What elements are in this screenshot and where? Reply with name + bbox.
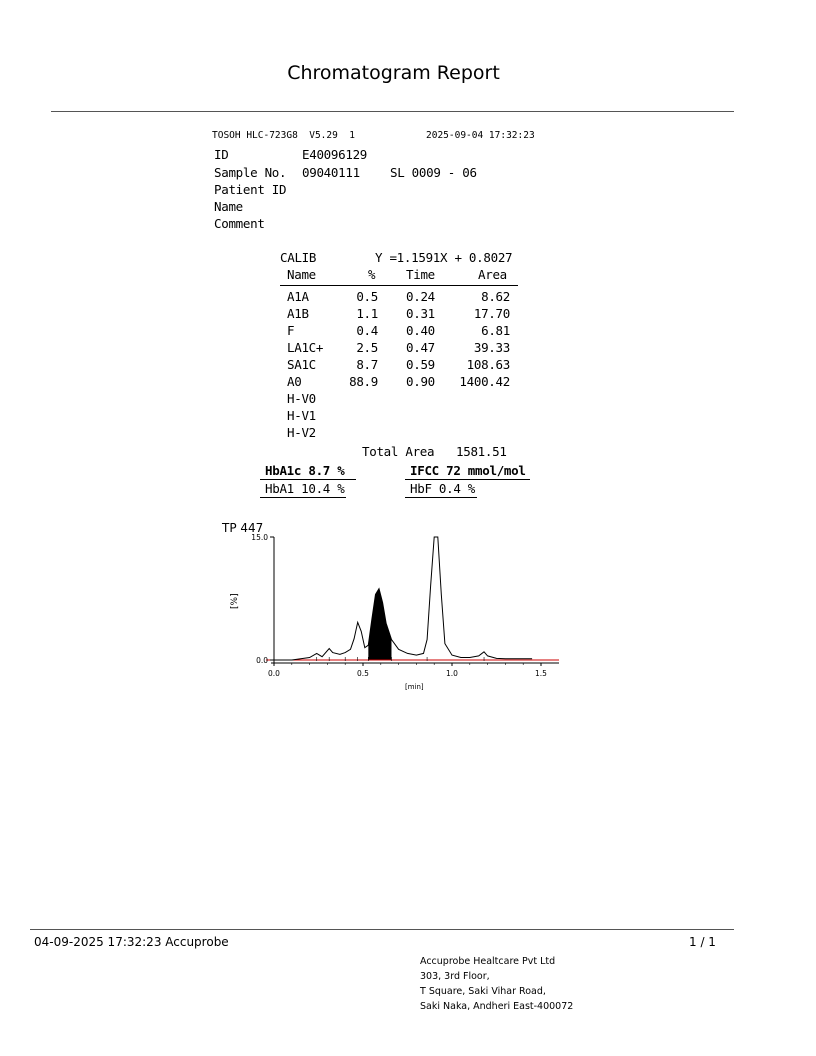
peak-time: 0.90 [406,374,435,389]
peak-table-row [280,289,520,306]
peak-table-row [280,425,520,442]
address-line: 303, 3rd Floor, [420,971,490,982]
peak-area: 8.62 [481,289,510,304]
x-tick-label: 0.0 [268,669,280,678]
x-tick-label: 0.5 [357,669,369,678]
instrument-label: TOSOH HLC-723G8 V5.29 1 [212,130,355,141]
peak-name: LA1C+ [287,340,324,355]
header-time: Time [406,267,435,282]
sa1c-peak-fill [368,589,391,660]
patient-id-label: Patient ID [214,182,287,197]
peak-table-row [280,340,520,357]
peak-table-header [280,267,518,286]
page-number: 1 / 1 [689,935,716,949]
header-area: Area [478,267,507,282]
peak-name: H-V0 [287,391,316,406]
lab-address [420,954,573,1014]
peak-table-row [280,323,520,340]
peak-percent: 0.4 [356,323,378,338]
peak-name: H-V2 [287,425,316,440]
peak-table-row [280,357,520,374]
name-label: Name [214,199,243,214]
page-title: Chromatogram Report [287,62,500,84]
peak-time: 0.31 [406,306,435,321]
sample-no-value: 09040111 [302,165,360,180]
calib-equation: Y =1.1591X + 0.8027 [375,250,513,265]
peak-name: A1B [287,306,309,321]
y-axis-label: [%] [230,593,240,609]
peak-area: 1400.42 [459,374,510,389]
address-line: T Square, Saki Vihar Road, [420,986,546,997]
peak-area: 39.33 [473,340,510,355]
x-tick-label: 1.0 [446,669,458,678]
peak-table [280,267,520,442]
footer-timestamp: 04-09-2025 17:32:23 Accuprobe [34,935,229,949]
report-datetime: 2025-09-04 17:32:23 [426,130,535,141]
address-line: Accuprobe Healtcare Pvt Ltd [420,956,556,967]
sl-value: SL 0009 - 06 [390,165,477,180]
footer-divider [30,929,734,930]
hba1-result: HbA1 10.4 % [260,481,346,498]
sample-no-label: Sample No. [214,165,287,180]
peak-name: F [287,323,295,338]
peak-table-row [280,306,520,323]
total-area-label: Total Area [362,444,435,459]
y-tick-label: 15.0 [251,533,268,542]
peak-time: 0.47 [406,340,435,355]
calib-label: CALIB [280,250,317,265]
id-label: ID [214,147,229,162]
chromatogram-chart [215,515,575,695]
total-area-value: 1581.51 [456,444,507,459]
hbf-result: HbF 0.4 % [405,481,477,498]
peak-name: A0 [287,374,302,389]
peak-time: 0.40 [406,323,435,338]
peak-percent: 8.7 [356,357,378,372]
peak-area: 6.81 [481,323,510,338]
ifcc-result: IFCC 72 mmol/mol [405,463,530,480]
peak-percent: 0.5 [356,289,378,304]
id-value: E40096129 [302,147,368,162]
peak-area: 108.63 [466,357,510,372]
peak-time: 0.59 [406,357,435,372]
peak-percent: 2.5 [356,340,378,355]
peak-percent: 1.1 [356,306,378,321]
peak-name: SA1C [287,357,316,372]
tp-label: TP 447 [222,521,264,535]
comment-label: Comment [214,216,265,231]
peak-table-row [280,408,520,425]
peak-table-row [280,374,520,391]
peak-time: 0.24 [406,289,435,304]
peak-table-body [280,289,520,442]
header-name: Name [287,267,316,282]
address-line: Saki Naka, Andheri East-400072 [420,1001,574,1012]
peak-table-row [280,391,520,408]
header-divider [51,111,734,112]
chromatogram-trace [274,537,532,660]
header-percent: % [368,267,376,282]
peak-name: A1A [287,289,309,304]
peak-percent: 88.9 [349,374,378,389]
y-tick-label: 0.0 [256,656,268,665]
x-tick-label: 1.5 [535,669,547,678]
peak-area: 17.70 [473,306,510,321]
peak-name: H-V1 [287,408,316,423]
hba1c-result: HbA1c 8.7 % [260,463,356,480]
x-axis-label: [min] [405,683,424,691]
